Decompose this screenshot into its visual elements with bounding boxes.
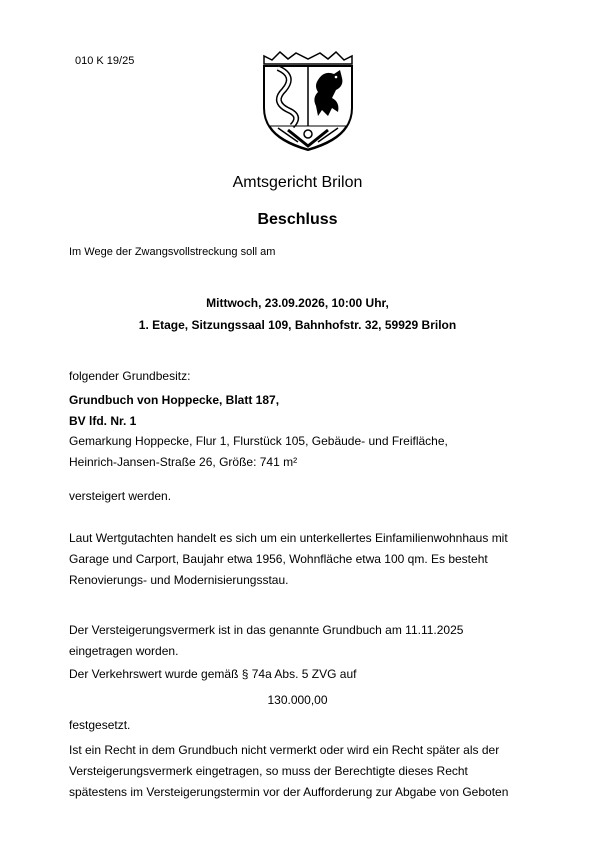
- festgesetzt-text: festgesetzt.: [69, 718, 131, 732]
- coat-of-arms-icon: [258, 50, 358, 152]
- grundbuch-reference: Grundbuch von Hoppecke, Blatt 187,: [69, 393, 280, 407]
- gemarkung-text: Gemarkung Hoppecke, Flur 1, Flurstück 105, Gebäude- und Freifläche,: [69, 434, 448, 448]
- file-number: 010 K 19/25: [75, 55, 135, 67]
- auction-place: 1. Etage, Sitzungssaal 109, Bahnhofstr. 32, 59929 Brilon: [138, 318, 457, 332]
- vermerk-paragraph: [69, 620, 529, 662]
- document-title: Beschluss: [257, 211, 338, 228]
- verkehrswert-amount: 130.000,00: [267, 693, 328, 707]
- bv-number: BV lfd. Nr. 1: [69, 414, 137, 428]
- paragraph-line: Versteigerungsvermerk eingetragen, so muss der Berechtigte dieses Recht: [69, 764, 468, 778]
- paragraph-line: Ist ein Recht in dem Grundbuch nicht vermerkt oder wird ein Recht später als der: [69, 743, 500, 757]
- court-name: Amtsgericht Brilon: [232, 174, 363, 191]
- paragraph-line: Renovierungs- und Modernisierungsstau.: [69, 573, 289, 587]
- paragraph-line: Der Versteigerungsvermerk ist in das genannte Grundbuch am 11.11.2025: [69, 623, 464, 637]
- paragraph-line: Der Verkehrswert wurde gemäß § 74a Abs. 5 ZVG auf: [69, 667, 357, 681]
- wertgutachten-paragraph: [69, 528, 529, 591]
- paragraph-line: Garage und Carport, Baujahr etwa 1956, Wohnfläche etwa 100 qm. Es besteht: [69, 552, 488, 566]
- property-intro: folgender Grundbesitz:: [69, 369, 191, 383]
- paragraph-line: Laut Wertgutachten handelt es sich um ein unterkellertes Einfamilienwohnhaus mit: [69, 531, 508, 545]
- auction-date: Mittwoch, 23.09.2026, 10:00 Uhr,: [206, 296, 389, 310]
- verkehrswert-paragraph: [69, 664, 529, 685]
- recht-paragraph: [69, 740, 529, 803]
- versteigert-text: versteigert werden.: [69, 489, 172, 503]
- property-address: Heinrich-Jansen-Straße 26, Größe: 741 m²: [69, 455, 298, 469]
- intro-text: Im Wege der Zwangsvollstreckung soll am: [69, 246, 276, 258]
- paragraph-line: spätestens im Versteigerungstermin vor der Aufforderung zur Abgabe von Geboten: [69, 785, 509, 799]
- paragraph-line: eingetragen worden.: [69, 644, 179, 658]
